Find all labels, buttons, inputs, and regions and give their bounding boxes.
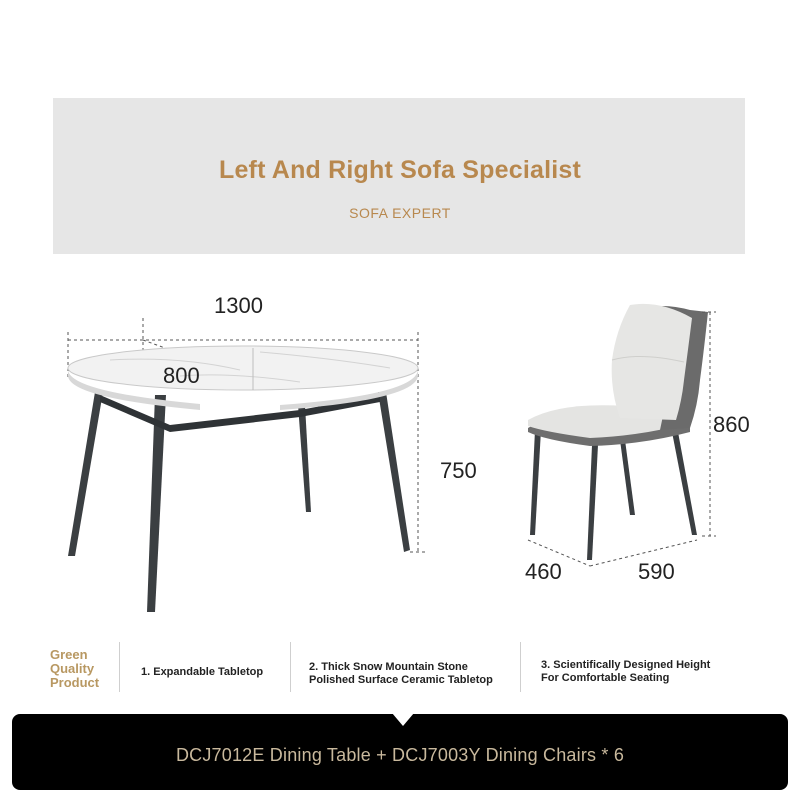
notch-arrow bbox=[392, 713, 414, 726]
feature-item-2 bbox=[309, 661, 493, 687]
feature-divider bbox=[520, 642, 521, 692]
feature-item-3-line-2: For Comfortable Seating bbox=[541, 672, 670, 684]
feature-row bbox=[0, 640, 800, 696]
feature-divider bbox=[119, 642, 120, 692]
chair-width-label: 590 bbox=[638, 559, 675, 584]
banner-subtitle: SOFA EXPERT bbox=[349, 205, 451, 221]
table-width-label: 800 bbox=[163, 363, 200, 388]
badge-line-1: Green bbox=[50, 647, 88, 662]
banner-title: Left And Right Sofa Specialist bbox=[218, 156, 582, 184]
badge-line-3: Product bbox=[50, 675, 100, 690]
feature-item-3-line-1: 3. Scientifically Designed Height bbox=[541, 659, 711, 671]
chair-depth-label: 460 bbox=[525, 559, 562, 584]
feature-item-3 bbox=[541, 659, 710, 685]
model-text: DCJ7012E Dining Table + DCJ7003Y Dining Chairs * 6 bbox=[175, 745, 625, 765]
feature-divider bbox=[290, 642, 291, 692]
green-quality-badge bbox=[50, 648, 99, 690]
table-height-label: 750 bbox=[440, 458, 477, 483]
model-footer-bar bbox=[12, 714, 788, 790]
feature-item-2-line-2: Polished Surface Ceramic Tabletop bbox=[309, 674, 493, 686]
chair-height-label: 860 bbox=[713, 412, 750, 437]
feature-item-1: 1. Expandable Tabletop bbox=[141, 666, 264, 678]
dining-chair bbox=[528, 304, 708, 560]
feature-item-2-line-1: 2. Thick Snow Mountain Stone bbox=[309, 661, 468, 673]
dining-table bbox=[68, 346, 418, 612]
product-illustration bbox=[0, 280, 800, 620]
table-length-label: 1300 bbox=[214, 293, 263, 318]
badge-line-2: Quality bbox=[50, 661, 95, 676]
